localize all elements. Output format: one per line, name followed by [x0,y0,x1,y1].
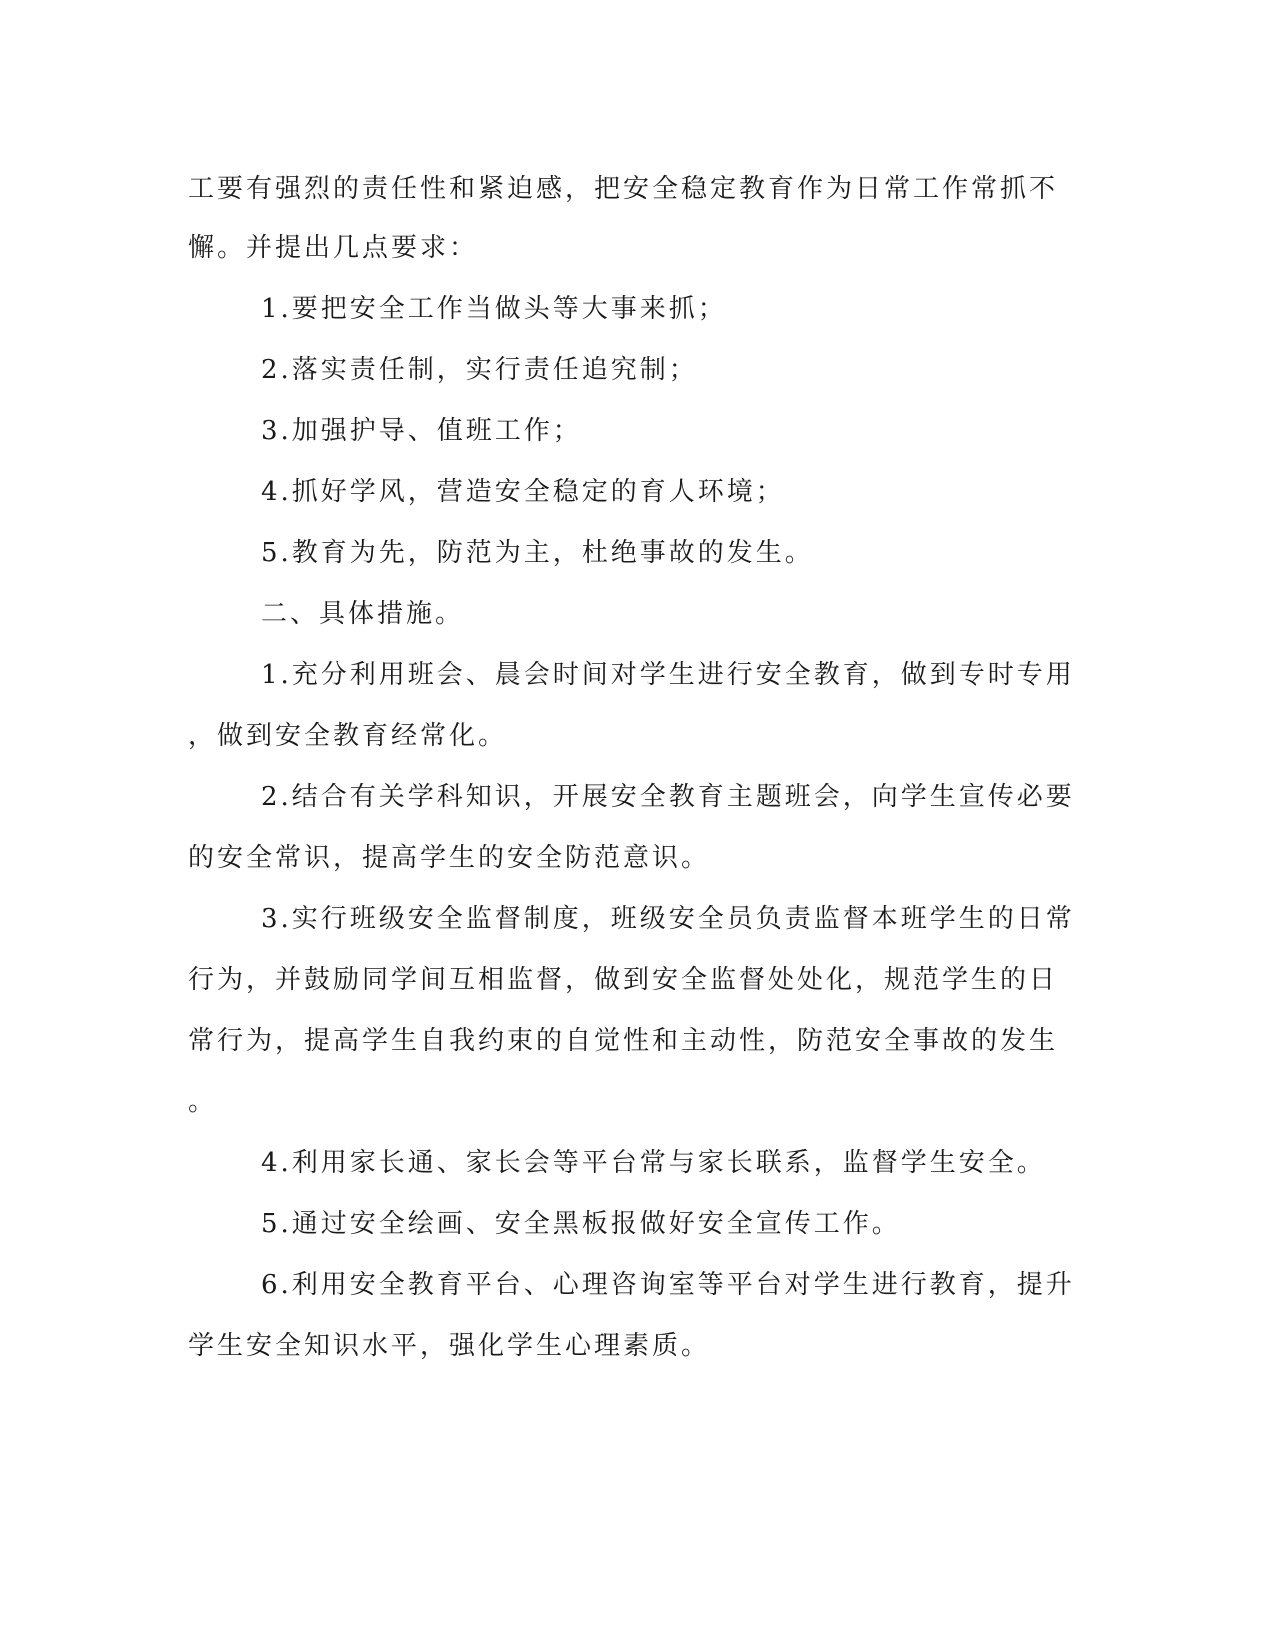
measure-item: 6.利用安全教育平台、心理咨询室等平台对学生进行教育，提升 [261,1270,1075,1300]
measure-item: 3.实行班级安全监督制度，班级安全员负责监督本班学生的日常 [261,904,1075,934]
measure-item: 2.结合有关学科知识，开展安全教育主题班会，向学生宣传必要 [261,782,1075,812]
requirement-item: 1.要把安全工作当做头等大事来抓； [261,294,727,324]
measure-item-continuation: 常行为，提高学生自我约束的自觉性和主动性，防范安全事故的发生 [188,1026,1059,1056]
measure-item-continuation: 的安全常识，提高学生的安全防范意识。 [188,843,711,873]
section-heading: 二、具体措施。 [261,599,465,629]
measure-item-continuation: 行为，并鼓励同学间互相监督，做到安全监督处处化，规范学生的日 [188,965,1059,995]
measure-item-continuation: 。 [188,1087,218,1117]
measure-item: 4.利用家长通、家长会等平台常与家长联系，监督学生安全。 [261,1148,1046,1178]
measure-item: 5.通过安全绘画、安全黑板报做好安全宣传工作。 [261,1209,901,1239]
body-text-line: 懈。并提出几点要求： [188,233,479,263]
measure-item: 1.充分利用班会、晨会时间对学生进行安全教育，做到专时专用 [261,660,1075,690]
requirement-item: 2.落实责任制，实行责任追究制； [261,355,698,385]
measure-item-continuation: ，做到安全教育经常化。 [188,721,508,751]
requirement-item: 4.抓好学风，营造安全稳定的育人环境； [261,477,785,507]
requirement-item: 3.加强护导、值班工作； [261,416,582,446]
requirement-item: 5.教育为先，防范为主，杜绝事故的发生。 [261,538,814,568]
body-text-line: 工要有强烈的责任性和紧迫感，把安全稳定教育作为日常工作常抓不 [188,174,1059,204]
measure-item-continuation: 学生安全知识水平，强化学生心理素质。 [188,1331,711,1361]
